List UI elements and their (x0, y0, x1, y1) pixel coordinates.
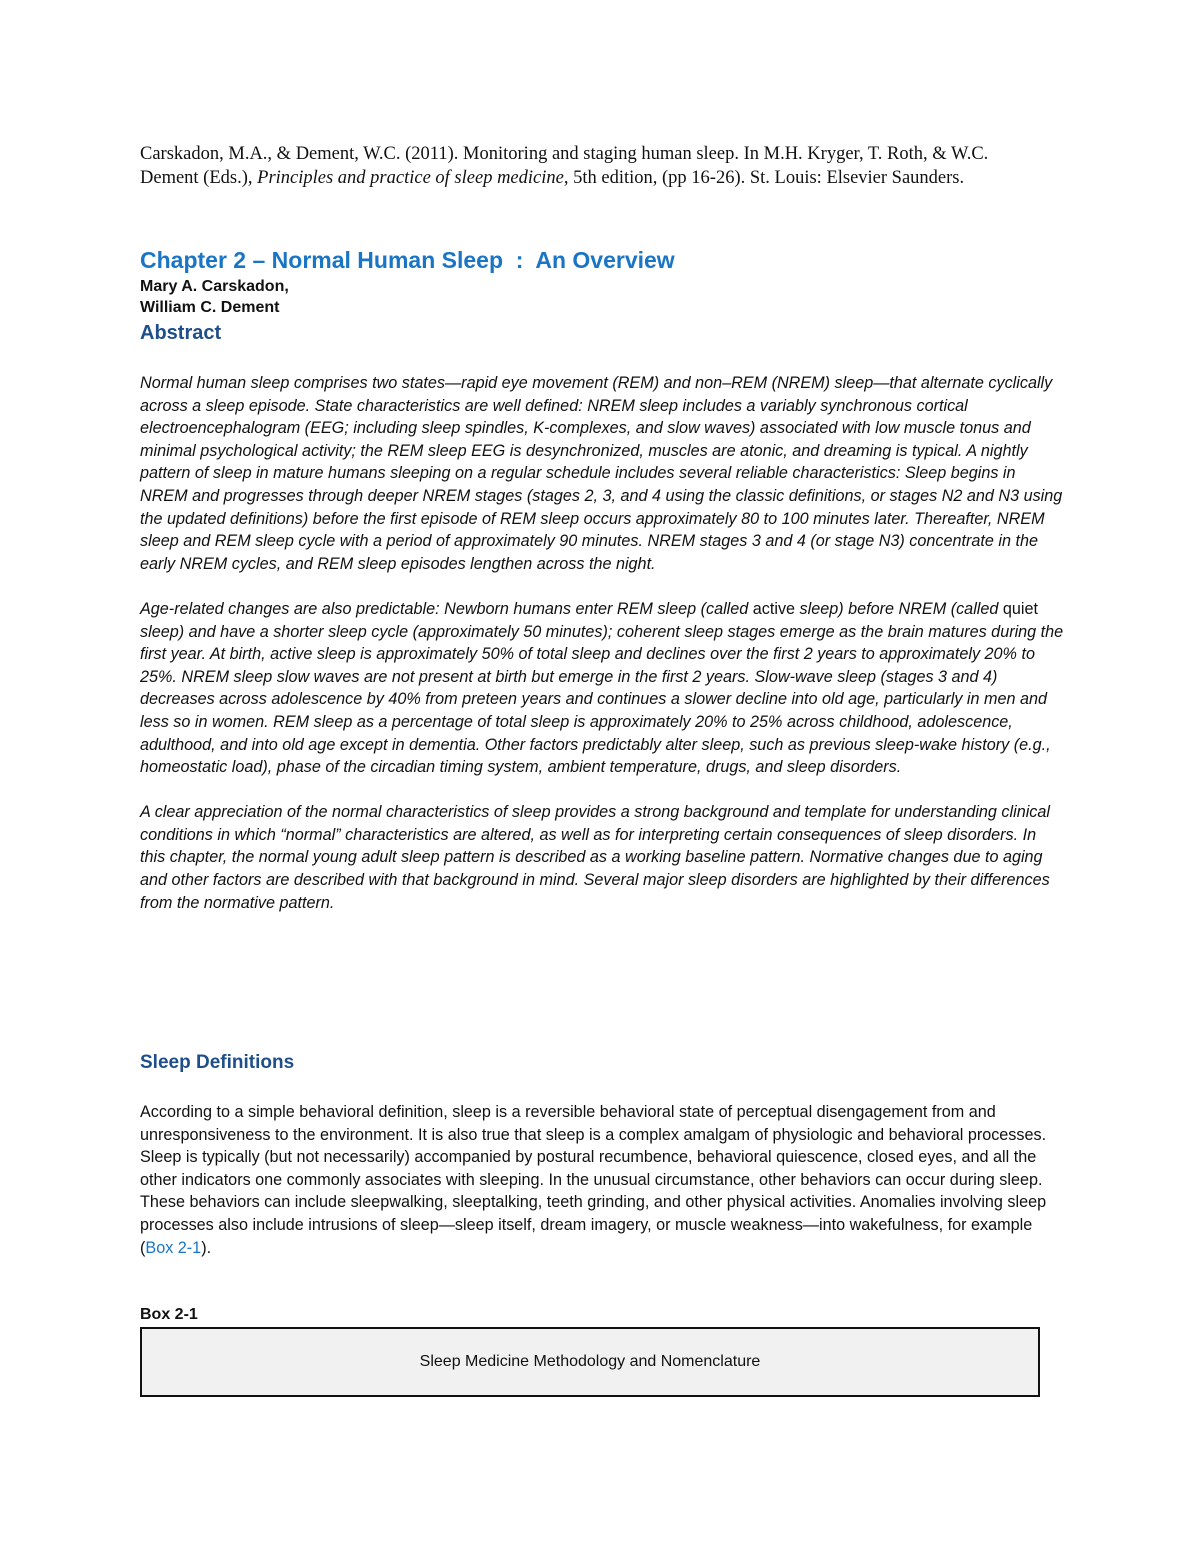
abstract-body (140, 372, 1065, 937)
abstract-term-quiet: quiet (1002, 599, 1038, 618)
abstract-paragraph: Normal human sleep comprises two states—rapid eye movement (REM) and non–REM (NREM) sleep—that alternate cyclically across a sleep episode. State characteristics are well defined: NREM sleep includes a variably synchronous cortical electroencephalogram (EEG; including sleep spindles, K-complexes, and slow waves) associated with low muscle tonus and minimal psychological activity; the REM sleep EEG is desynchronized, muscles are atonic, and dreaming is typical. A nightly pattern of sleep in mature humans sleeping on a regular schedule includes several reliable characteristics: Sleep begins in NREM and progresses through deeper NREM stages (stages 2, 3, and 4 using the classic definitions, or stages N2 and N3 using the updated definitions) before the first episode of REM sleep occurs approximately 80 to 100 minutes later. Thereafter, NREM sleep and REM sleep cycle with a period of approximately 90 minutes. NREM stages 3 and 4 (or stage N3) concentrate in the early NREM cycles, and REM sleep episodes lengthen across the night. (140, 374, 1063, 573)
chapter-title: Chapter 2 – Normal Human Sleep : An Overview (140, 247, 675, 273)
abstract-text: sleep) and have a shorter sleep cycle (approximately 50 minutes); coherent sleep stages emerge as the brain matures during the first year. At birth, active sleep is approximately 50% of total sleep and declines over the first 2 years to approximately 20% to 25%. NREM sleep slow waves are not present at birth but emerge in the first 2 years. Slow-wave sleep (stages 3 and 4) decreases across adolescence by 40% from preteen years and continues a slower decline into old age, particularly in men and less so in women. REM sleep as a percentage of total sleep is approximately 20% to 25% across childhood, adolescence, adulthood, and into old age except in dementia. Other factors predictably alter sleep, such as previous sleep-wake history (e.g., homeostatic load), phase of the circadian timing system, ambient temperature, drugs, and sleep disorders. (140, 622, 1064, 777)
box-title: Sleep Medicine Methodology and Nomenclature (419, 1353, 761, 1370)
definitions-text-end: ). (201, 1238, 212, 1257)
sleep-definitions-paragraph (140, 1101, 1060, 1259)
abstract-text: Age-related changes are also predictable: Newborn humans enter REM sleep (called (140, 599, 753, 618)
citation (140, 142, 1040, 190)
abstract-term-active: active (752, 599, 796, 618)
box-label: Box 2-1 (140, 1306, 198, 1323)
abstract-text: sleep) before NREM (called (795, 599, 1003, 618)
section-heading-sleep-definitions: Sleep Definitions (140, 1052, 295, 1073)
author-name: Mary A. Carskadon, (140, 278, 289, 295)
box-2-1-link[interactable]: Box 2-1 (145, 1238, 202, 1257)
abstract-paragraph (140, 598, 1065, 779)
definitions-text: According to a simple behavioral definition, sleep is a reversible behavioral state of perceptual disengagement from and unresponsiveness to the environment. It is also true that sleep is a complex amalgam of physiologic and behavioral processes. Sleep is typically (but not necessarily) accompanied by postural recumbence, behavioral quiescence, closed eyes, and all the other indicators one commonly associates with sleeping. In the unusual circumstance, other behaviors can occur during sleep. These behaviors can include sleepwalking, sleeptalking, teeth grinding, and other physical activities. Anomalies involving sleep processes also include intrusions of sleep—sleep itself, dream imagery, or muscle weakness—into wakefulness, for example ( (140, 1103, 1047, 1257)
citation-text: Carskadon, M.A., & Dement, W.C. (2011). Monitoring and staging human sleep. In M.H. Kryger, T. Roth, & W.C. Dement (Eds.), (140, 144, 989, 188)
authors (140, 276, 289, 318)
citation-text-end: , 5th edition, (pp 16-26). St. Louis: Elsevier Saunders. (563, 168, 965, 188)
abstract-paragraph: A clear appreciation of the normal characteristics of sleep provides a strong background and template for understanding clinical conditions in which “normal” characteristics are altered, as well as for interpreting certain consequences of sleep disorders. In this chapter, the normal young adult sleep pattern is described as a working baseline pattern. Normative changes due to aging and other factors are described with that background in mind. Several major sleep disorders are highlighted by their differences from the normative pattern. (140, 803, 1051, 912)
citation-book-title: Principles and practice of sleep medicine (257, 168, 564, 188)
author-name: William C. Dement (140, 299, 280, 316)
abstract-heading: Abstract (140, 322, 222, 344)
box-2-1 (140, 1327, 1040, 1397)
